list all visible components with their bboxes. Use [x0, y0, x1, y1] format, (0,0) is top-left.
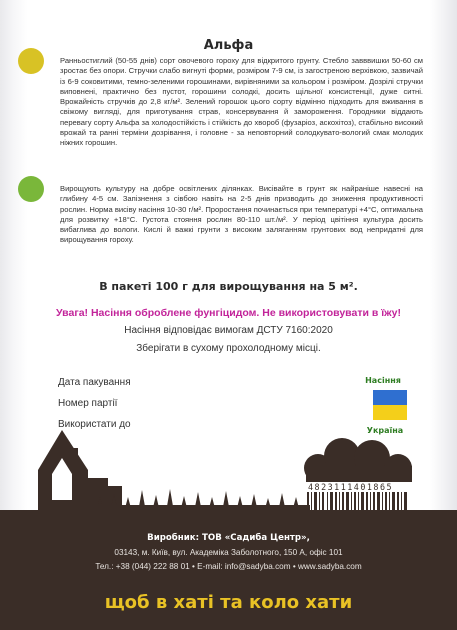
origin-label: Насіння — [365, 376, 401, 385]
producer-contacts: Тел.: +38 (044) 222 88 01 • E-mail: info@sadyba.com • www.sadyba.com — [95, 562, 362, 571]
product-title: Альфа — [203, 38, 254, 53]
pack-date-label: Дата пакування — [58, 377, 131, 388]
barcode-number: 4823111401865 — [308, 482, 394, 492]
packet-weight: В пакеті 100 г для вирощування на 5 м². — [99, 280, 358, 293]
product-description: Ранньостиглий (50-55 днів) сорт овочевого гороху для відкритого грунту. Стебло завввишки 50-60 см зростає без опори. Стручки слабо вигнуті форми, розміром 7-9 см, із загостреною верхівкою, зазвичай із 6-9 соковитими, темно-зеленими горошинами, вирівняними за кольором і розміром. Дозрілі стручки виповнені, практично без пустот, горошини солодкі, досить щільної консистенції, дуже ситні. Врожайність стручків до 2,8 кг/м². Зелений горошок цього сорту відмінно підходить для вживання в свіжому вигляді, для приготування страв, консервування й замороження. Городники віддають перевагу сорту Альфа за холодостійкість і стійкість до хвороб (фузаріоз, аскохітоз), стабільно високий врожай та ранні терміни дозрівання, і головне - за неповторний солодкувато-вологий смак молодих ніжних горошин. — [60, 56, 423, 148]
storage-instructions: Зберігати в сухому прохолодному місці. — [136, 343, 321, 354]
cloud-icon — [304, 438, 412, 482]
brand-slogan: щоб в хаті та коло хати — [104, 592, 353, 613]
producer-address: 03143, м. Київ, вул. Академіка Заболотного, 150 А, офіс 101 — [114, 548, 343, 557]
cultivation-instructions: Вирощують культуру на добре освітлених ділянках. Висівайте в грунт як найраніше навесні на глибину 4-5 см. Запізнення з сівбою навіть на 2-5 днів призводить до зниження продуктивності рослин. Норма висіву насіння 10-30 г/м². Проростання починається при температурі +4°С, оптимальна для розвитку +18°С. Густота стояння рослин 80-110 шт./м². У період цвітіння культура досить вибаглива до вологи. Кислі й важкі грунти з високим заляганням грунтових вод непридатні для вирощування гороху. — [60, 184, 423, 245]
standard-compliance: Насіння відповідає вимогам ДСТУ 7160:2020 — [124, 325, 333, 336]
barcode-icon — [307, 492, 407, 512]
grass-silhouette-icon — [90, 489, 310, 512]
house-silhouette-icon — [38, 430, 122, 512]
origin-country: Україна — [366, 426, 404, 435]
batch-number-label: Номер партії — [58, 398, 118, 409]
producer-name: Виробник: ТОВ «Садиба Центр», — [147, 533, 310, 543]
fungicide-warning: Увага! Насіння оброблене фунгіцидом. Не використовувати в їжу! — [56, 307, 401, 319]
use-by-label: Використати до — [58, 419, 131, 430]
